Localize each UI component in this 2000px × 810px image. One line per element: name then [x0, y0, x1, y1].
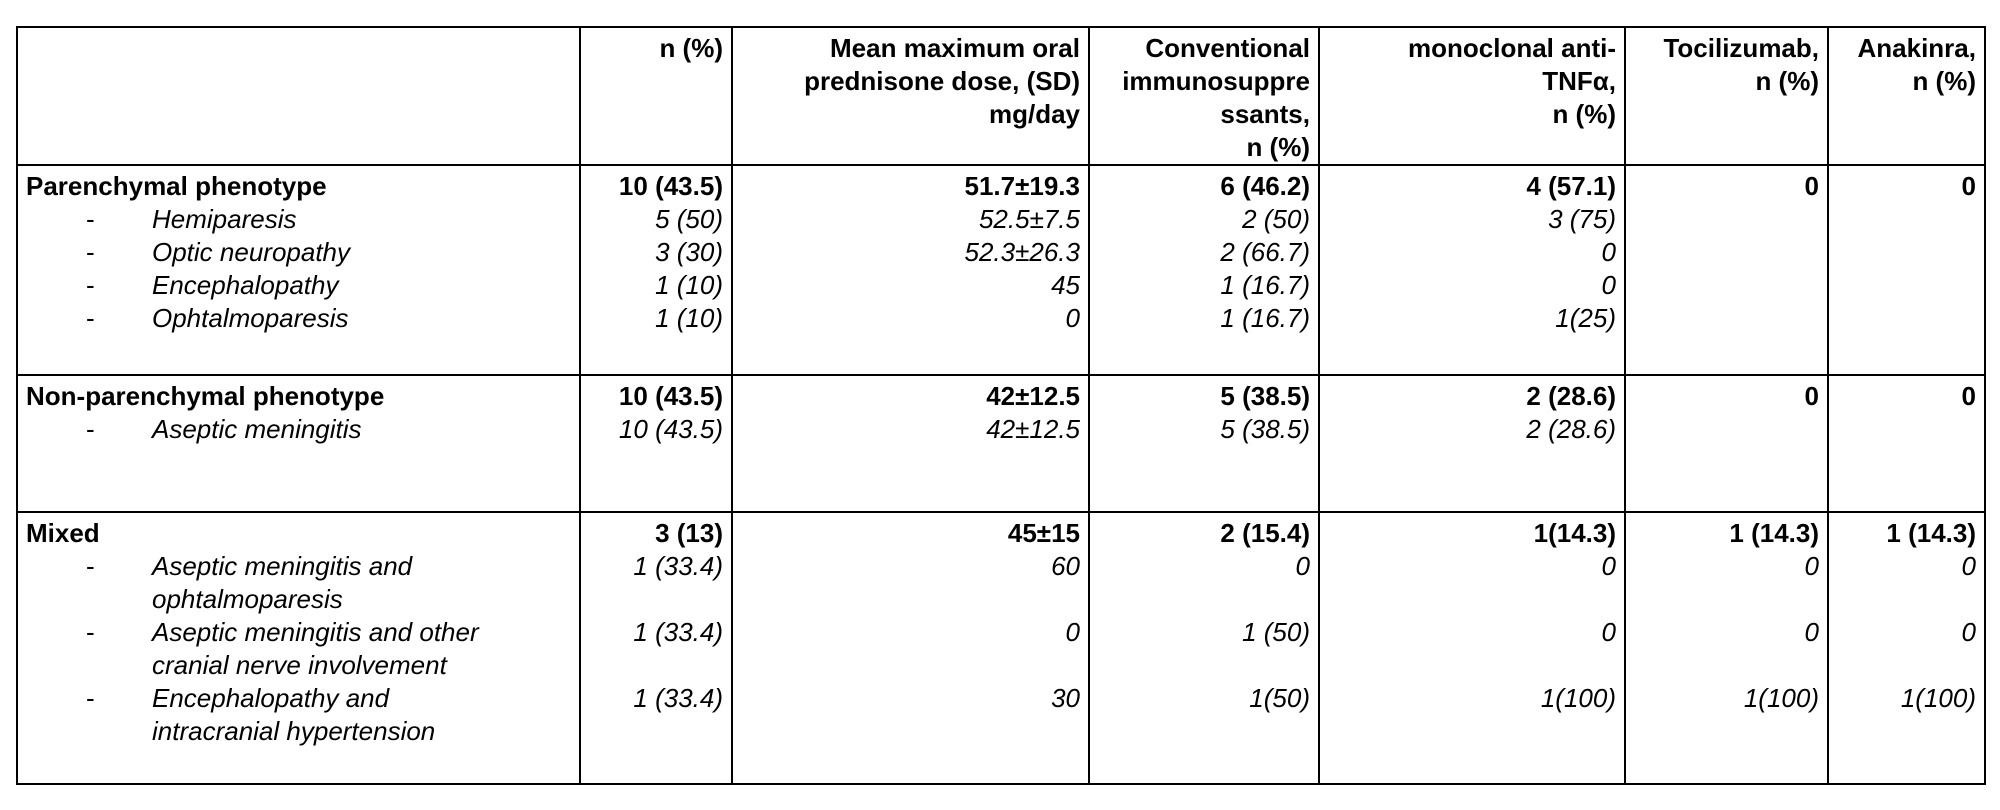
subgroup-label-text: Optic neuropathy	[152, 237, 351, 267]
subgroup-label	[26, 302, 571, 335]
subgroup-value: 0	[1601, 551, 1616, 581]
value-cell	[1828, 165, 1985, 375]
subgroup-value: 0	[1804, 617, 1819, 647]
subgroup-value	[1634, 413, 1819, 446]
column-header-line: Tocilizumab,	[1663, 33, 1819, 63]
bullet-dash: -	[86, 551, 95, 581]
row-label-cell	[17, 375, 580, 512]
column-header-line: Mean maximum oral	[830, 33, 1080, 63]
subgroup-label	[26, 413, 571, 446]
spacer-line	[1634, 583, 1819, 616]
subgroup-value: 1(50)	[1249, 683, 1310, 713]
group-value: 51.7±19.3	[964, 171, 1080, 201]
spacer-line	[1634, 715, 1819, 748]
subgroup-value	[1837, 413, 1976, 446]
subgroup-value: 5 (50)	[655, 204, 723, 234]
group-value: 1(14.3)	[1533, 518, 1616, 548]
group-value: 2 (28.6)	[1526, 381, 1616, 411]
subgroup-value: 60	[1051, 551, 1080, 581]
subgroup-value: 30	[1051, 683, 1080, 713]
spacer-line	[1328, 715, 1616, 748]
group-label: Non-parenchymal phenotype	[26, 381, 385, 411]
subgroup-value: 0	[1961, 617, 1976, 647]
value-cell	[1319, 512, 1625, 784]
column-header-4	[1319, 27, 1625, 165]
bullet-dash	[26, 583, 116, 616]
value-cell	[580, 512, 732, 784]
row-label-cell	[17, 165, 580, 375]
value-cell	[1089, 512, 1319, 784]
subgroup-value: 1 (33.4)	[633, 683, 723, 713]
subgroup-value: 0	[1295, 551, 1310, 581]
column-header-line: Anakinra,	[1857, 33, 1976, 63]
subgroup-value: 0	[1804, 551, 1819, 581]
subgroup-label	[26, 649, 571, 682]
spacer-line	[589, 715, 723, 748]
subgroup-value: 1(100)	[1900, 683, 1976, 713]
value-cell	[580, 375, 732, 512]
column-header-2	[732, 27, 1089, 165]
table-row	[17, 375, 1985, 512]
subgroup-label-text: ophtalmoparesis	[152, 584, 343, 614]
subgroup-value: 2 (28.6)	[1526, 414, 1616, 444]
subgroup-value	[1837, 302, 1976, 335]
group-value: 3 (13)	[655, 518, 723, 548]
subgroup-value: 0	[1601, 270, 1616, 300]
subgroup-label-text: cranial nerve involvement	[152, 650, 447, 680]
bullet-dash: -	[86, 617, 95, 647]
column-header-1	[580, 27, 732, 165]
subgroup-value: 1 (33.4)	[633, 617, 723, 647]
subgroup-value: 1(25)	[1555, 303, 1616, 333]
value-cell	[1625, 165, 1828, 375]
subgroup-value	[1634, 203, 1819, 236]
group-value: 1 (14.3)	[1729, 518, 1819, 548]
subgroup-label-text: Ophtalmoparesis	[152, 303, 349, 333]
subgroup-value: 1 (10)	[655, 270, 723, 300]
value-cell	[1828, 512, 1985, 784]
spacer-line	[741, 715, 1080, 748]
subgroup-value: 0	[1961, 551, 1976, 581]
subgroup-value	[1634, 236, 1819, 269]
group-value: 4 (57.1)	[1526, 171, 1616, 201]
value-cell	[1625, 512, 1828, 784]
group-value: 2 (15.4)	[1220, 518, 1310, 548]
subgroup-label	[26, 682, 571, 715]
group-value: 0	[1804, 381, 1819, 411]
group-label: Parenchymal phenotype	[26, 171, 327, 201]
spacer-line	[589, 583, 723, 616]
header-row	[17, 27, 1985, 165]
column-header-line: n (%)	[1755, 66, 1819, 96]
subgroup-value	[1837, 269, 1976, 302]
value-cell	[1828, 375, 1985, 512]
subgroup-label-text: intracranial hypertension	[152, 716, 436, 746]
subgroup-value	[1634, 269, 1819, 302]
group-value: 5 (38.5)	[1220, 381, 1310, 411]
group-value: 0	[1961, 381, 1976, 411]
group-value: 6 (46.2)	[1220, 171, 1310, 201]
spacer-line	[1634, 649, 1819, 682]
subgroup-value: 1(100)	[1743, 683, 1819, 713]
bullet-dash: -	[86, 683, 95, 713]
subgroup-value: 45	[1051, 270, 1080, 300]
subgroup-label	[26, 236, 571, 269]
spacer-line	[741, 583, 1080, 616]
subgroup-value: 2 (50)	[1242, 204, 1310, 234]
subgroup-value: 0	[1065, 617, 1080, 647]
spacer-line	[1098, 649, 1310, 682]
spacer-line	[1837, 715, 1976, 748]
bullet-dash: -	[86, 303, 95, 333]
table-row	[17, 165, 1985, 375]
subgroup-value: 0	[1601, 617, 1616, 647]
column-header-3	[1089, 27, 1319, 165]
subgroup-value: 3 (30)	[655, 237, 723, 267]
subgroup-label-text: Aseptic meningitis	[152, 414, 362, 444]
spacer-line	[1328, 583, 1616, 616]
subgroup-label-text: Hemiparesis	[152, 204, 297, 234]
group-value: 10 (43.5)	[618, 381, 723, 411]
column-header-line: n (%)	[1246, 132, 1310, 162]
value-cell	[1625, 375, 1828, 512]
column-header-line: TNFα,	[1542, 66, 1616, 96]
column-header-line: n (%)	[1552, 99, 1616, 129]
subgroup-label-text: Aseptic meningitis and other	[152, 617, 479, 647]
spacer-line	[1837, 583, 1976, 616]
spacer-line	[1837, 649, 1976, 682]
value-cell	[580, 165, 732, 375]
bullet-dash: -	[86, 237, 95, 267]
bullet-dash	[26, 649, 116, 682]
value-cell	[1319, 165, 1625, 375]
value-cell	[1089, 375, 1319, 512]
group-label: Mixed	[26, 518, 100, 548]
column-header-0	[17, 27, 580, 165]
value-cell	[1319, 375, 1625, 512]
subgroup-label-text: Aseptic meningitis and	[152, 551, 413, 581]
column-header-line: monoclonal anti-	[1408, 33, 1616, 63]
subgroup-value	[1634, 302, 1819, 335]
subgroup-value: 1 (16.7)	[1220, 270, 1310, 300]
value-cell	[1089, 165, 1319, 375]
column-header-line: n (%)	[659, 33, 723, 63]
spacer-line	[1098, 583, 1310, 616]
subgroup-label	[26, 616, 571, 649]
subgroup-value: 2 (66.7)	[1220, 237, 1310, 267]
bullet-dash: -	[86, 204, 95, 234]
subgroup-value: 52.5±7.5	[978, 204, 1080, 234]
bullet-dash: -	[86, 270, 95, 300]
group-value: 45±15	[1007, 518, 1080, 548]
subgroup-value: 0	[1065, 303, 1080, 333]
subgroup-value: 1 (10)	[655, 303, 723, 333]
spacer-line	[1098, 715, 1310, 748]
subgroup-value: 1(100)	[1540, 683, 1616, 713]
subgroup-value: 52.3±26.3	[964, 237, 1080, 267]
subgroup-value: 0	[1601, 237, 1616, 267]
subgroup-label	[26, 550, 571, 583]
subgroup-value: 3 (75)	[1548, 204, 1616, 234]
subgroup-label-text: Encephalopathy	[152, 270, 339, 300]
table-row	[17, 512, 1985, 784]
subgroup-label	[26, 269, 571, 302]
bullet-dash: -	[86, 414, 95, 444]
subgroup-value	[1837, 236, 1976, 269]
column-header-line: prednisone dose, (SD)	[804, 66, 1080, 96]
phenotype-treatment-table	[16, 26, 1986, 785]
value-cell	[732, 165, 1089, 375]
spacer-line	[741, 649, 1080, 682]
row-label-cell	[17, 512, 580, 784]
column-header-line: n (%)	[1912, 66, 1976, 96]
column-header-line: ssants,	[1220, 99, 1310, 129]
column-header-line: mg/day	[988, 99, 1080, 129]
group-value: 0	[1961, 171, 1976, 201]
subgroup-label	[26, 583, 571, 616]
column-header-line: immunosuppre	[1122, 66, 1310, 96]
subgroup-value: 1 (50)	[1242, 617, 1310, 647]
group-value: 42±12.5	[986, 381, 1080, 411]
column-header-line: Conventional	[1145, 33, 1310, 63]
bullet-dash	[26, 715, 116, 748]
column-header-6	[1828, 27, 1985, 165]
subgroup-value: 1 (33.4)	[633, 551, 723, 581]
subgroup-value: 10 (43.5)	[618, 414, 723, 444]
subgroup-label-text: Encephalopathy and	[152, 683, 390, 713]
spacer-line	[589, 649, 723, 682]
group-value: 1 (14.3)	[1886, 518, 1976, 548]
subgroup-value	[1837, 203, 1976, 236]
subgroup-value: 1 (16.7)	[1220, 303, 1310, 333]
column-header-5	[1625, 27, 1828, 165]
subgroup-label	[26, 203, 571, 236]
subgroup-value: 5 (38.5)	[1220, 414, 1310, 444]
value-cell	[732, 375, 1089, 512]
value-cell	[732, 512, 1089, 784]
group-value: 10 (43.5)	[618, 171, 723, 201]
subgroup-value: 42±12.5	[986, 414, 1080, 444]
spacer-line	[1328, 649, 1616, 682]
subgroup-label	[26, 715, 571, 748]
group-value: 0	[1804, 171, 1819, 201]
